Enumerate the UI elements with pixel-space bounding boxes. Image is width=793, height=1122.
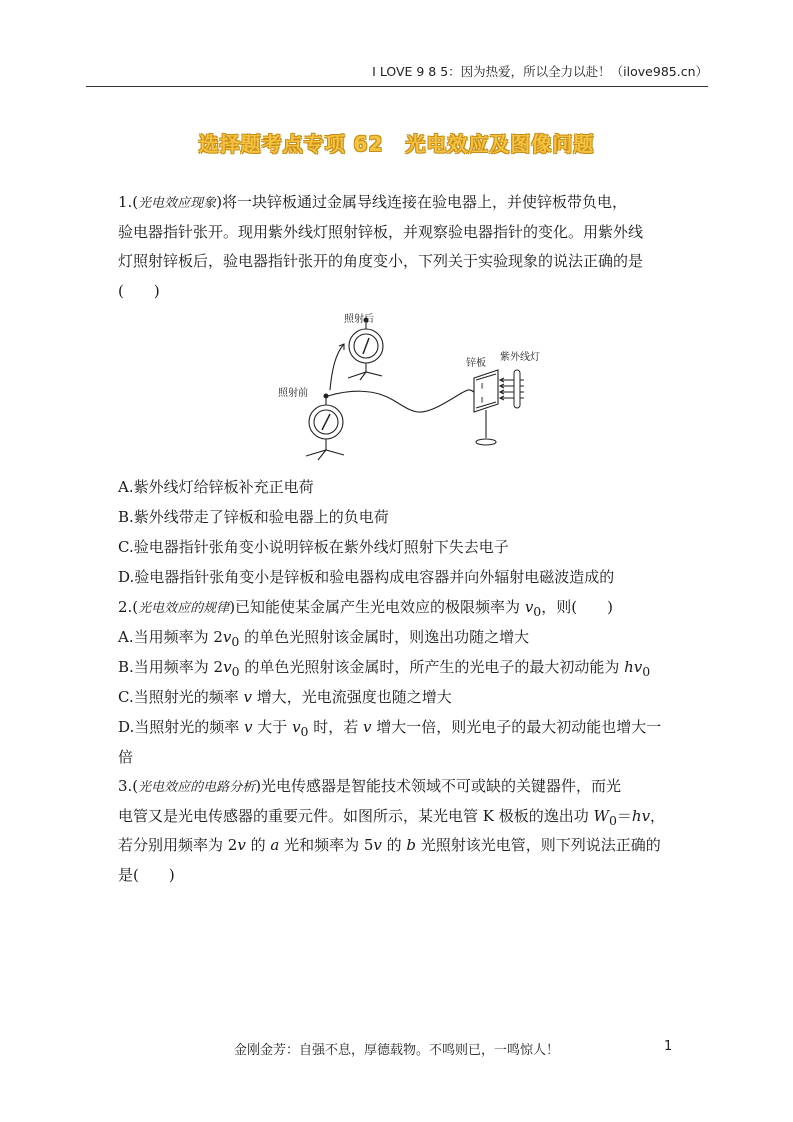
electroscope-before [306,394,344,460]
q3-line2: 电管又是光电传感器的重要元件。如图所示，某光电管 K 极板的逸出功 $W_0=hv$， [118,806,666,828]
label-before: 照射前 [278,388,308,399]
q1-line3: 灯照射锌板后，验电器指针张开的角度变小，下列关于实验现象的说法正确的是 [118,252,644,270]
q2-tag: 光电效应的规律 [138,601,230,616]
q1-option-b: B.紫外线带走了锌板和验电器上的负电荷 [118,508,389,526]
question-content [118,188,678,890]
q2-option-d: D.当照射光的频率 v 大于 $v_0$ 时，若 v 增大一倍，则光电子的最大初动能也增大一 [118,718,662,739]
q1-line2: 验电器指针张开。现用紫外线灯照射锌板，并观察验电器指针的变化。用紫外线 [118,222,644,241]
q1-line4: ( ) [118,281,160,300]
q2-option-c: C.当照射光的频率 v 增大，光电流强度也随之增大 [118,688,452,706]
q2-option-b: B.当用频率为 $2v_0$ 的单色光照射该金属时，所产生的光电子的最大初动能为 $hv_0$ [118,658,651,679]
q1-option-c: C.验电器指针张角变小说明锌板在紫外线灯照射下失去电子 [118,538,509,556]
q3-line3: 若分别用频率为 2v 的 a 光和频率为 5v 的 b 光照射该光电管，则下列说法正确的 [118,836,661,854]
svg-text:∥: ∥ [481,397,484,404]
zinc-plate [474,370,498,445]
q3-line1: 3.(光电效应的电路分析)光电传感器是智能技术领域不可或缺的关键器件，而光 [118,777,622,795]
q3-tag: 光电效应的电路分析 [138,780,256,795]
uv-lamp [514,370,520,408]
electroscope-diagram [278,308,540,464]
q2-option-a: A.当用频率为 $2v_0$ 的单色光照射该金属时，则逸出功随之增大 [118,628,530,649]
page-header: I LOVE 9 8 5：因为热爱，所以全力以赴！（ilove985.cn） [372,64,708,79]
label-after: 照射后 [344,314,374,325]
q1-tag: 光电效应现象 [138,196,217,211]
q1-option-d: D.验电器指针张角变小是锌板和验电器构成电容器并向外辐射电磁波造成的 [118,568,615,586]
svg-text:∥: ∥ [481,383,484,390]
q2-stem: 2.(光电效应的规律)已知能使某金属产生光电效应的极限频率为 $v_0$，则( ) [118,598,613,619]
q1-line1: 1.(光电效应现象)将一块锌板通过金属导线连接在验电器上，并使锌板带负电， [118,193,628,211]
electroscope-after [348,318,383,380]
label-uv: 紫外线灯 [500,352,540,363]
q1-figure [118,308,678,464]
q2-option-d-cont: 倍 [118,748,134,766]
label-zinc: 锌板 [466,358,486,369]
q3-line4: 是( ) [118,865,175,884]
q1-option-a: A.紫外线灯给锌板补充正电荷 [118,478,314,496]
page-number: 1 [664,1039,673,1054]
title-part1: 选择题考点专项 62 [198,132,384,156]
page-title [0,128,793,157]
footer-motto: 金刚金芳：自强不息，厚德载物。不鸣则已，一鸣惊人！ [233,1043,559,1058]
title-part2: 光电效应及图像问题 [405,132,595,156]
header-divider [86,86,708,87]
